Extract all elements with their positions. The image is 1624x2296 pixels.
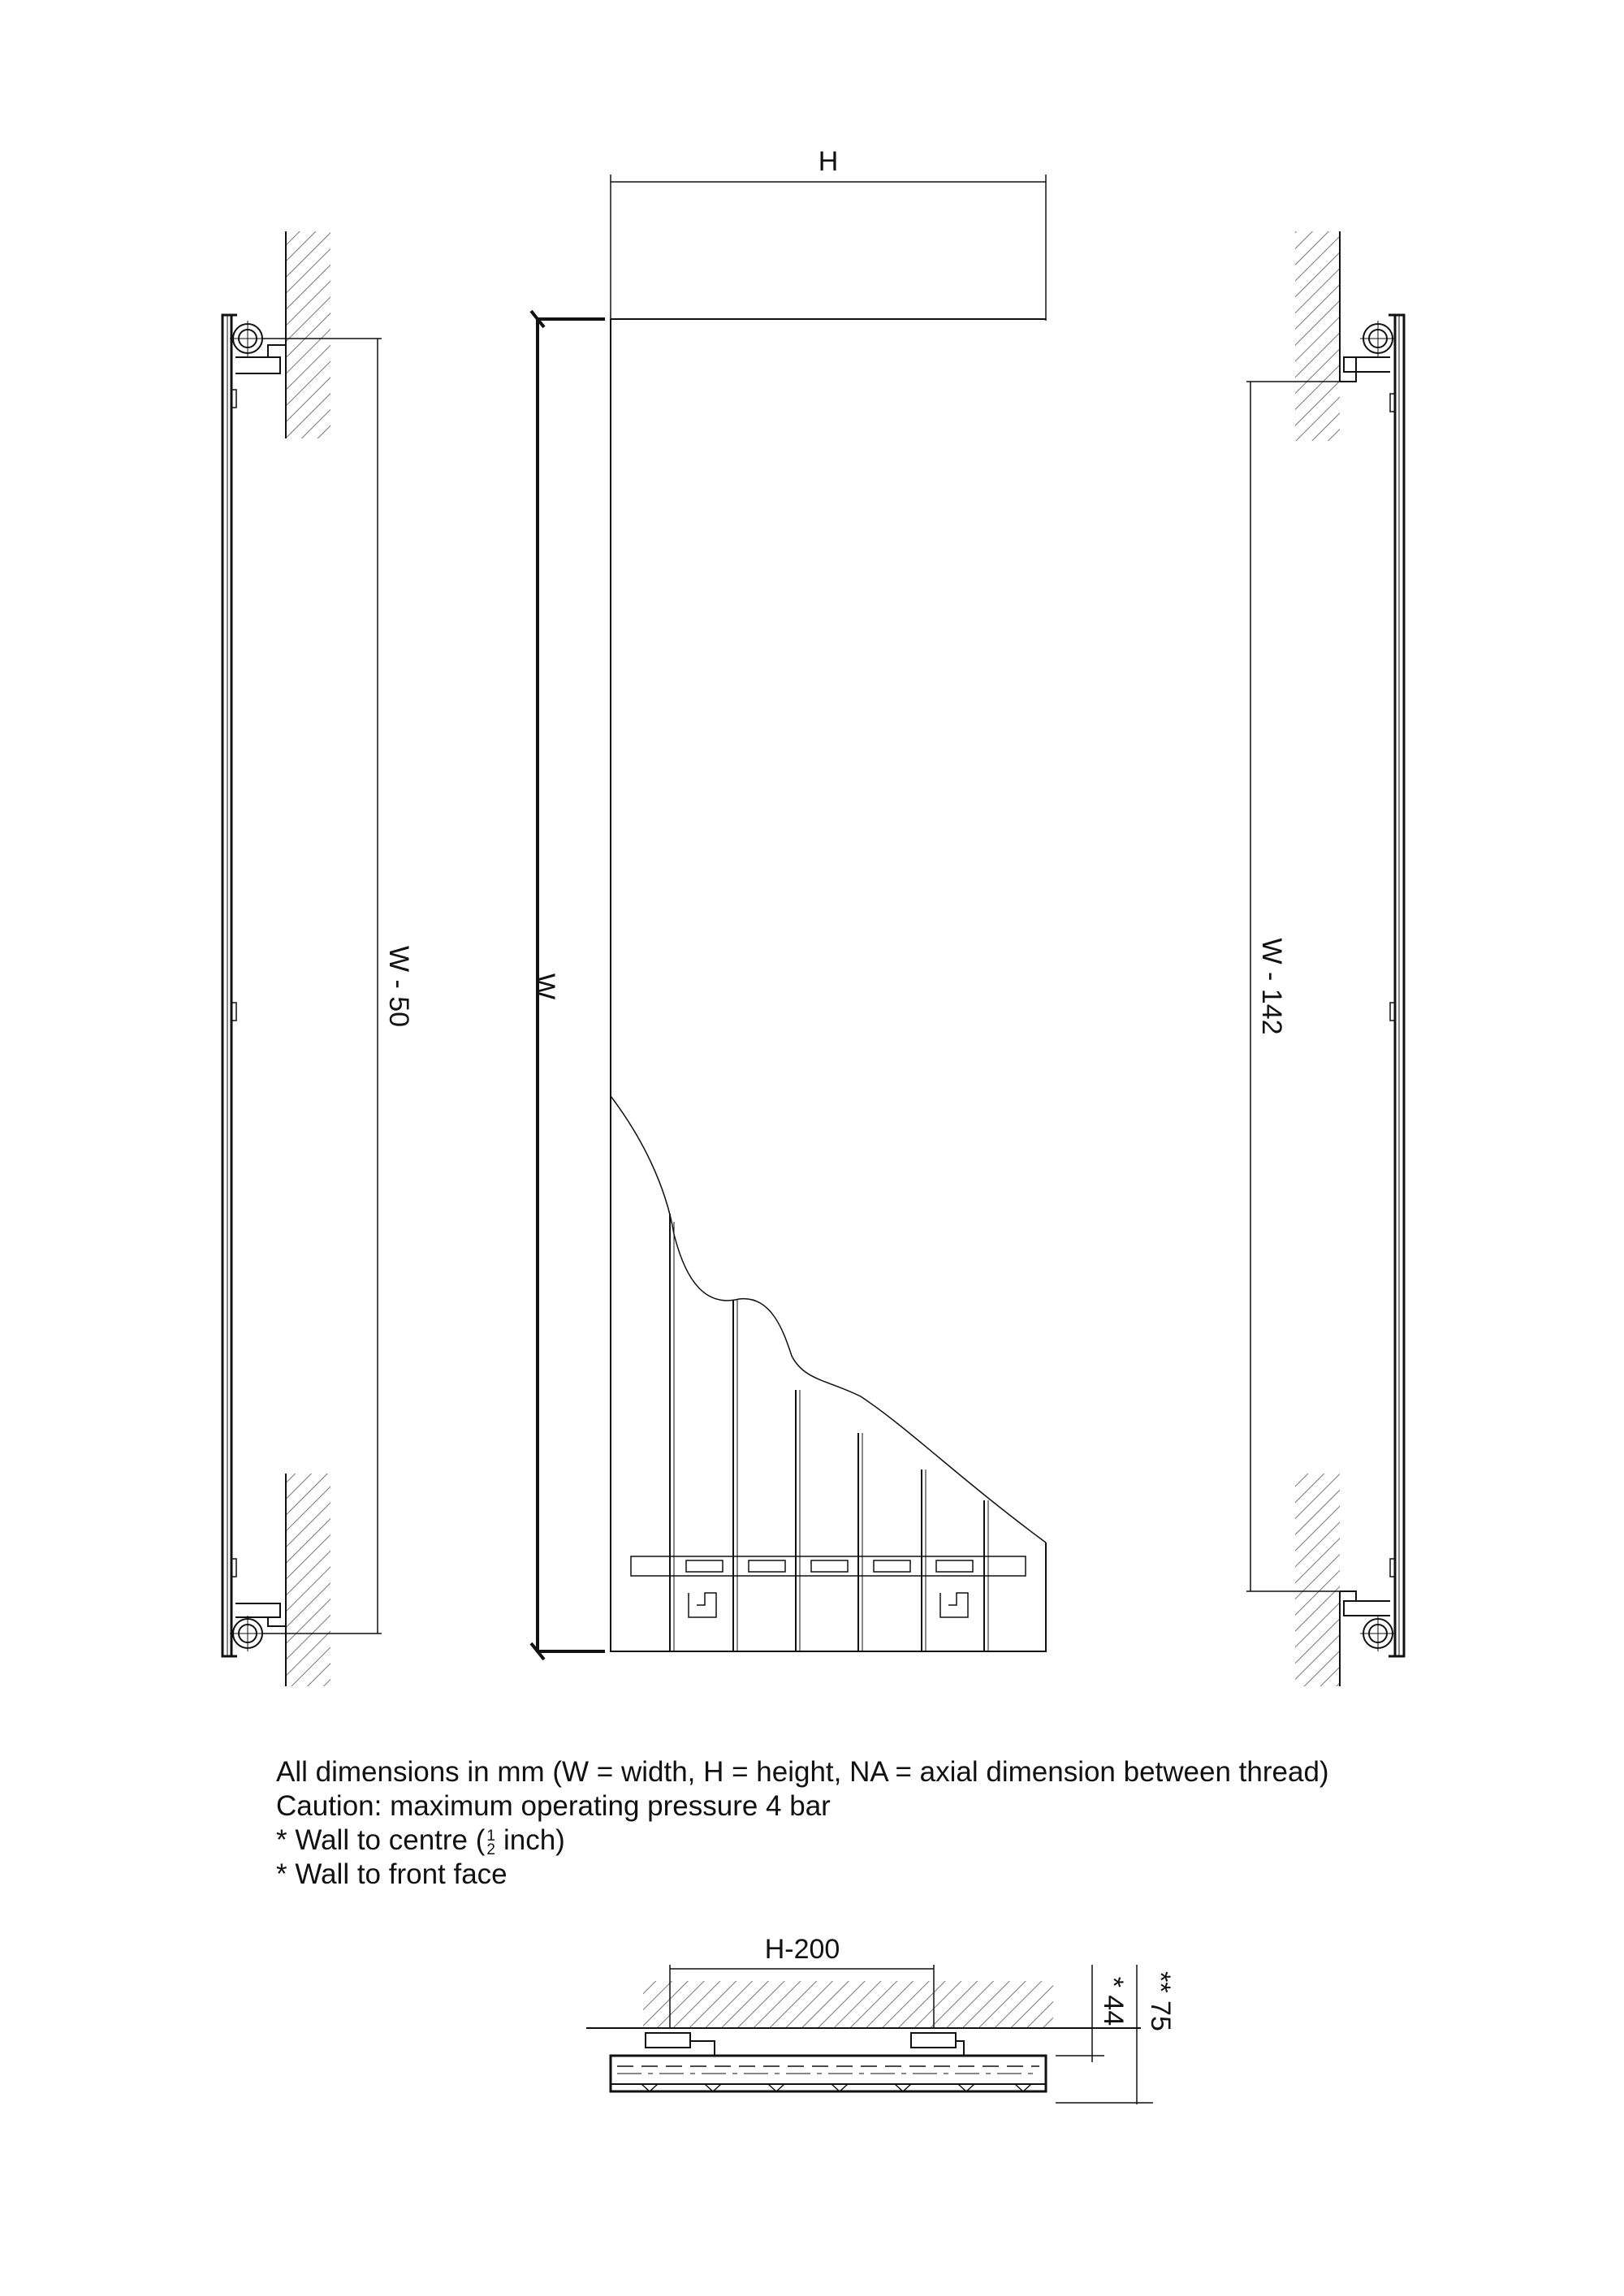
- right-valve-symbol: [940, 1593, 968, 1617]
- plan-wall: [643, 1981, 1053, 2028]
- right-top-bracket: [1340, 321, 1396, 382]
- left-view-dimension-label: W - 50: [383, 945, 414, 1028]
- note-wall-to-centre-prefix: * Wall to centre (: [276, 1824, 486, 1856]
- note-wall-to-front: * Wall to front face: [276, 1858, 508, 1890]
- plan-width-label: H-200: [764, 1934, 840, 1965]
- left-bottom-bracket: [230, 1603, 286, 1651]
- depth-centre-label: * 44: [1098, 1976, 1129, 2026]
- radiator-outline: [611, 319, 1046, 1651]
- note-caution: Caution: maximum operating pressure 4 bar: [276, 1790, 831, 1822]
- note-dimensions: All dimensions in mm (W = width, H = height, NA = axial dimension between thread): [276, 1756, 1329, 1788]
- plan-view: [586, 1965, 1153, 2104]
- front-view: [531, 175, 1046, 1659]
- left-side-view: [222, 231, 382, 1686]
- width-label: W: [529, 973, 560, 1000]
- cutaway-edge: [611, 1096, 1046, 1543]
- left-wall-bottom: [286, 1474, 330, 1686]
- right-wall-top: [1295, 231, 1340, 441]
- left-valve-symbol: [689, 1593, 716, 1617]
- height-label: H: [818, 146, 839, 177]
- left-wall-top: [286, 231, 330, 438]
- plan-radiator-section: [611, 2056, 1046, 2091]
- right-view-dimension-label: W - 142: [1256, 938, 1287, 1035]
- radiator-tubes: [670, 1214, 988, 1651]
- fraction-denominator: 2: [486, 1841, 495, 1858]
- note-wall-to-centre: [276, 1823, 1329, 1858]
- right-wall-bottom: [1295, 1474, 1340, 1686]
- depth-front-label: ** 75: [1145, 1971, 1176, 2031]
- half-fraction: [486, 1829, 495, 1857]
- bottom-manifold: [631, 1556, 1026, 1617]
- notes-block: [276, 1755, 1329, 1892]
- fraction-numerator: 1: [486, 1828, 495, 1845]
- plan-brackets: [646, 2033, 964, 2056]
- right-bottom-bracket: [1340, 1591, 1396, 1651]
- note-wall-to-centre-suffix: inch): [503, 1824, 565, 1856]
- left-top-bracket: [230, 321, 286, 373]
